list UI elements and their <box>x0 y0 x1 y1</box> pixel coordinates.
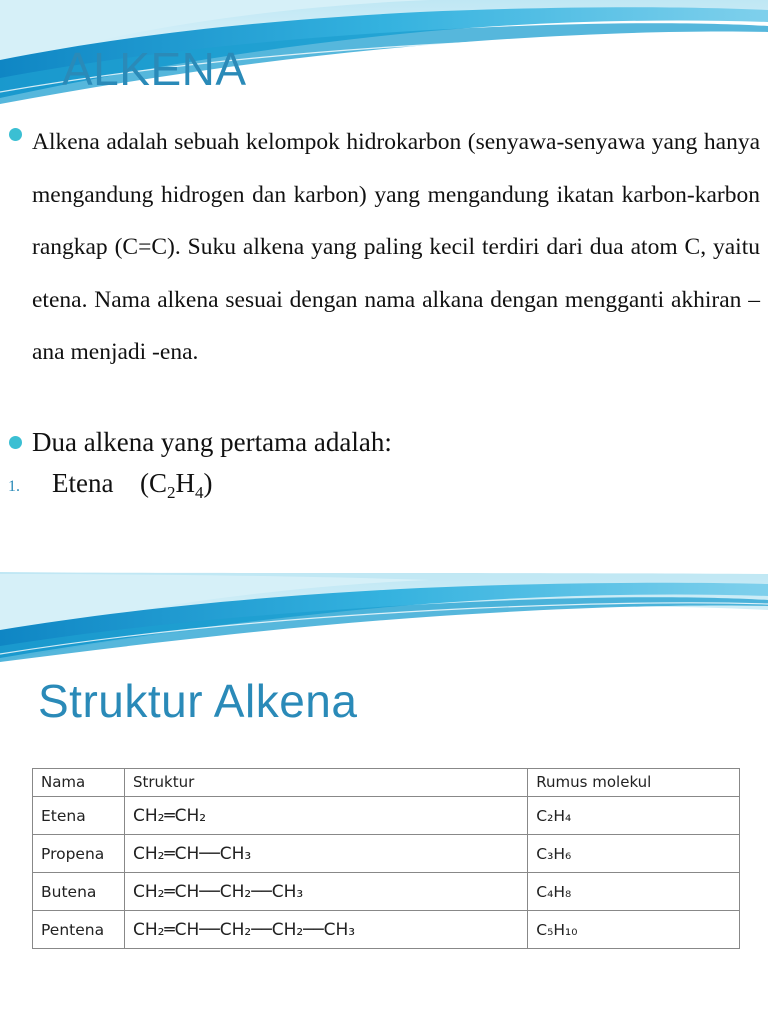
table-header-row <box>33 769 740 797</box>
column-header: Rumus molekul <box>528 769 740 797</box>
list-intro: Dua alkena yang pertama adalah: <box>32 427 392 457</box>
bullet-icon <box>9 128 22 141</box>
slide-struktur-alkena <box>0 512 768 1024</box>
table-row <box>33 797 740 835</box>
cell-struktur: CH₂═CH──CH₂──CH₂──CH₃ <box>124 911 527 949</box>
cell-rumus: C₂H₄ <box>528 797 740 835</box>
table-row <box>33 835 740 873</box>
table-row <box>33 873 740 911</box>
cell-struktur: CH₂═CH₂ <box>124 797 527 835</box>
page-title: ALKENA <box>62 43 247 95</box>
cell-nama: Etena <box>33 797 125 835</box>
cell-nama: Propena <box>33 835 125 873</box>
cell-nama: Pentena <box>33 911 125 949</box>
list-number: 1. <box>8 478 20 495</box>
cell-rumus: C₃H₆ <box>528 835 740 873</box>
cell-struktur: CH₂═CH──CH₂──CH₃ <box>124 873 527 911</box>
header-wave-decoration <box>0 512 768 662</box>
column-header: Struktur <box>124 769 527 797</box>
bullet-icon <box>9 436 22 449</box>
page-title: Struktur Alkena <box>38 675 358 727</box>
column-header: Nama <box>33 769 125 797</box>
compound-name: Etena <box>52 468 114 498</box>
table-row <box>33 911 740 949</box>
cell-struktur: CH₂═CH──CH₃ <box>124 835 527 873</box>
alkene-structure-table <box>32 768 740 949</box>
cell-nama: Butena <box>33 873 125 911</box>
cell-rumus: C₄H₈ <box>528 873 740 911</box>
molecular-formula: $(C_2H_4)$ <box>140 468 213 502</box>
definition-paragraph: Alkena adalah sebuah kelompok hidrokarbon (senyawa-senyawa yang hanya mengandung hidrogen dan karbon) yang mengandung ikatan karbon-karbon rangkap (C=C). Suku alkena yang paling kecil terdiri dari dua atom C, yaitu etena. Nama alkena sesuai dengan nama alkana dengan mengganti akhiran – ana menjadi -ena. <box>32 129 760 365</box>
cell-rumus: C₅H₁₀ <box>528 911 740 949</box>
